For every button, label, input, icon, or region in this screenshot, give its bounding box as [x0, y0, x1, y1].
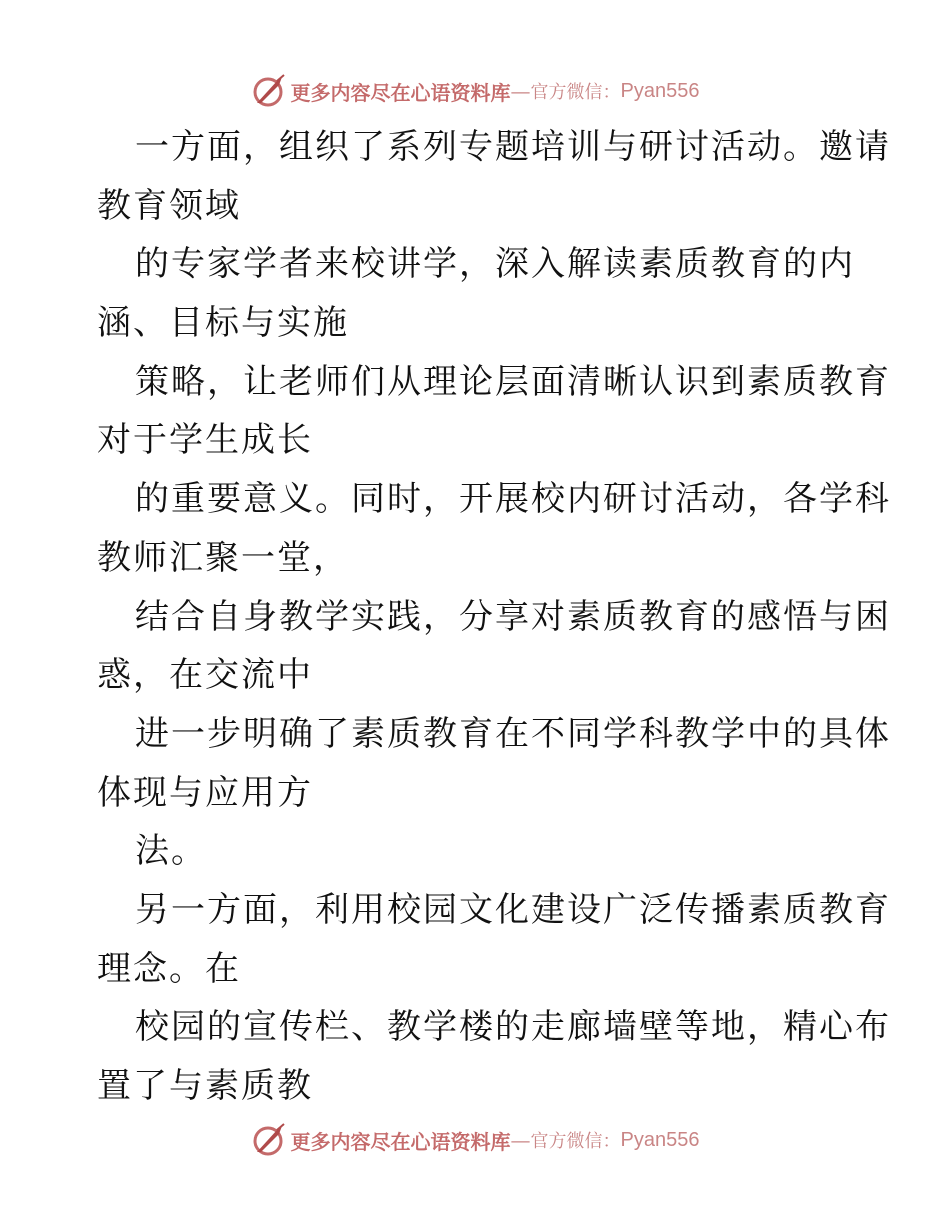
text-line: 另一方面，利用校园文化建设广泛传播素质教育	[135, 889, 891, 930]
quill-logo-icon	[251, 1122, 287, 1158]
text-line: 进一步明确了素质教育在不同学科教学中的具体	[135, 713, 891, 754]
text-line: 理念。在	[97, 948, 241, 989]
watermark-wechat-id: Pyan556	[620, 1128, 700, 1151]
text-line: 教师汇聚一堂，	[97, 537, 349, 578]
watermark-dash: —	[510, 79, 531, 103]
footer-watermark	[0, 1120, 950, 1160]
header-watermark	[0, 71, 950, 111]
watermark-wechat-label: 官方微信：	[530, 1131, 621, 1152]
text-line: 校园的宣传栏、教学楼的走廊墙壁等地，精心布	[135, 1007, 891, 1048]
watermark-dash: —	[510, 1128, 531, 1152]
document-body	[97, 118, 891, 1116]
text-line: 体现与应用方	[97, 772, 313, 813]
quill-logo-icon	[251, 73, 287, 109]
watermark-brand: 更多内容尽在心语资料库	[290, 80, 511, 105]
text-line: 一方面，组织了系列专题培训与研讨活动。邀请	[135, 127, 891, 167]
text-line: 对于学生成长	[97, 420, 313, 461]
text-line: 结合自身教学实践，分享对素质教育的感悟与困	[135, 596, 891, 637]
watermark-wechat-id: Pyan556	[620, 79, 700, 102]
text-line: 教育领域	[97, 185, 241, 226]
watermark-wechat-label: 官方微信：	[530, 82, 621, 103]
text-line: 的专家学者来校讲学，深入解读素质教育的内	[135, 244, 855, 285]
watermark-brand: 更多内容尽在心语资料库	[290, 1129, 511, 1154]
text-line: 置了与素质教	[97, 1066, 313, 1106]
text-line: 的重要意义。同时，开展校内研讨活动，各学科	[135, 479, 891, 520]
text-line: 策略，让老师们从理论层面清晰认识到素质教育	[135, 361, 891, 402]
text-line: 惑，在交流中	[97, 655, 313, 696]
text-line: 法。	[135, 831, 207, 872]
text-line: 涵、目标与实施	[97, 303, 349, 344]
